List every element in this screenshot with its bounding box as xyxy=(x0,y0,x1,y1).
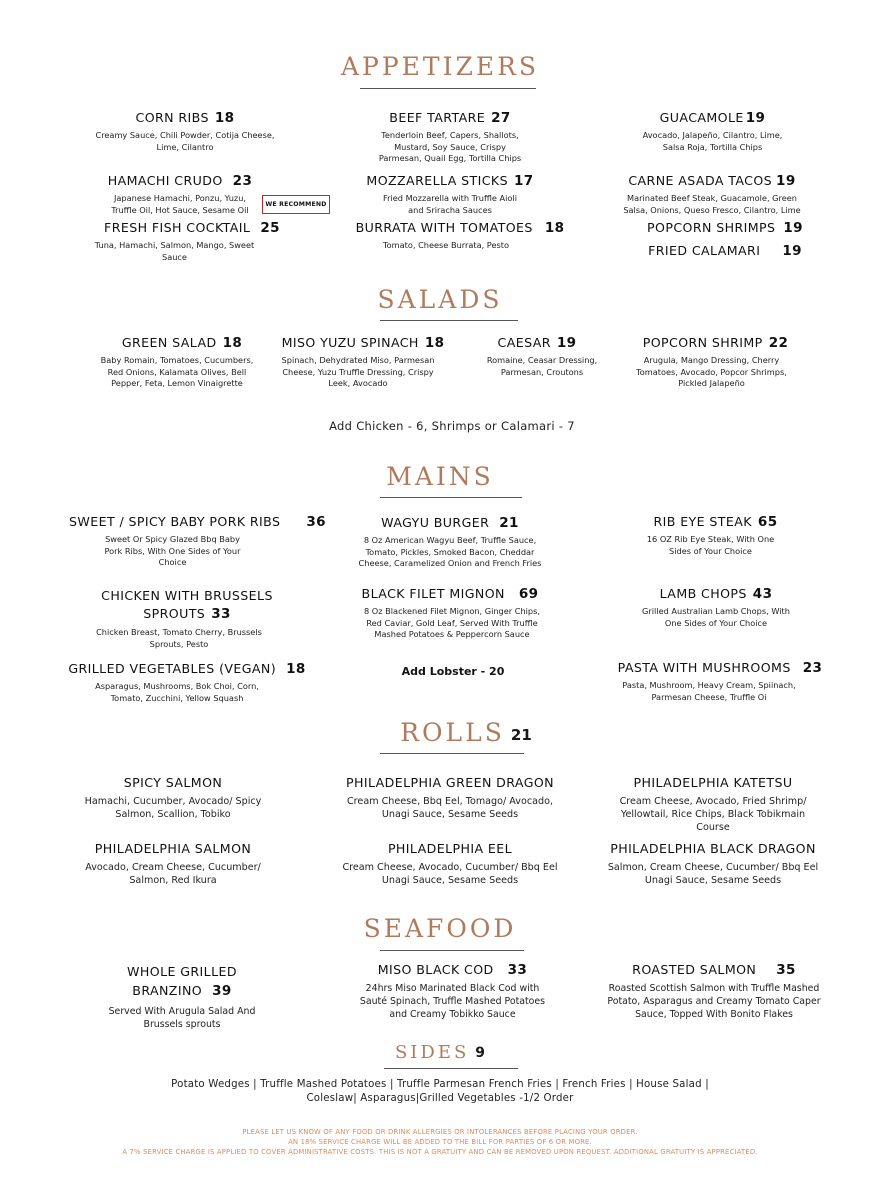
item-name: MOZZARELLA STICKS xyxy=(366,173,508,188)
item-price: 23 xyxy=(232,173,253,189)
menu-item xyxy=(462,335,612,378)
menu-item xyxy=(628,514,803,557)
menu-item xyxy=(345,220,575,252)
item-name: PHILADELPHIA KATETSU xyxy=(633,775,793,790)
menu-item xyxy=(600,775,826,834)
item-price: 22 xyxy=(768,335,789,351)
item-description: Cream Cheese, Avocado, Fried Shrimp/ Yellowtail, Rice Chips, Black Tobikmain Course xyxy=(619,796,807,833)
item-description: Avocado, Cream Cheese, Cucumber/ Salmon, Red Ikura xyxy=(85,862,261,886)
salad-addon-note: Add Chicken - 6, Shrimps or Calamari - 7 xyxy=(329,419,575,433)
item-description: Romaine, Ceasar Dressing, Parmesan, Croutons xyxy=(486,355,598,377)
item-name: BEEF TARTARE xyxy=(389,110,486,125)
item-price: 21 xyxy=(499,515,519,531)
item-price: 18 xyxy=(544,220,565,236)
item-price: 18 xyxy=(424,335,445,351)
item-name: CARNE ASADA TACOS xyxy=(628,173,773,188)
item-name: SPICY SALMON xyxy=(123,775,223,790)
item-description: Asparagus, Mushrooms, Bok Choi, Corn, Tomato, Zucchini, Yellow Squash xyxy=(95,681,259,703)
item-name: GREEN SALAD xyxy=(121,335,217,350)
menu-item xyxy=(625,243,825,259)
item-price: 19 xyxy=(776,173,796,189)
item-name: PASTA WITH MUSHROOMS xyxy=(617,660,791,675)
item-name: WAGYU BURGER xyxy=(381,515,490,530)
menu-item xyxy=(334,775,566,821)
item-description: Arugula, Mango Dressing, Cherry Tomatoes, Avocado, Popcor Shrimps, Pickled Jalapeño xyxy=(636,355,787,388)
item-name: PHILADELPHIA BLACK DRAGON xyxy=(610,841,816,856)
item-description: 24hrs Miso Marinated Black Cod with Sauté Spinach, Truffle Mashed Potatoes and Creamy Tobikko Sauce xyxy=(359,983,546,1020)
section-title-rolls xyxy=(26,718,880,747)
menu-item xyxy=(273,335,453,390)
section-title-label: SIDES xyxy=(394,1042,470,1063)
item-name: GRILLED VEGETABLES (VEGAN) xyxy=(68,661,277,676)
lobster-addon-note: Add Lobster - 20 xyxy=(401,665,505,678)
divider xyxy=(380,950,524,951)
item-price: 25 xyxy=(260,220,280,236)
item-price: 33 xyxy=(211,606,231,622)
menu-item xyxy=(610,660,830,703)
section-title-seafood: SEAFOOD xyxy=(363,914,517,943)
section-title-mains: MAINS xyxy=(386,462,494,491)
item-price: 23 xyxy=(802,660,823,676)
item-price: 43 xyxy=(752,586,773,602)
item-name: CHICKEN WITH BRUSSELS SPROUTS xyxy=(101,588,273,621)
item-name: HAMACHI CRUDO xyxy=(107,173,223,188)
item-price: 65 xyxy=(757,514,778,530)
item-name: FRIED CALAMARI xyxy=(648,243,761,258)
item-description: Spinach, Dehydrated Miso, Parmesan Cheese, Yuzu Truffle Dressing, Crispy Leek, Avocado xyxy=(281,355,435,388)
item-description: Grilled Australian Lamb Chops, With One Sides of Your Choice xyxy=(642,606,790,628)
item-name: RIB EYE STEAK xyxy=(653,514,752,529)
sides-list xyxy=(0,1078,880,1105)
divider xyxy=(380,753,524,754)
section-title-appetizers: APPETIZERS xyxy=(340,52,540,81)
item-description: Chicken Breast, Tomato Cherry, Brussels Sprouts, Pesto xyxy=(96,627,262,649)
admin-service-charge-notice: A 7% SERVICE CHARGE IS APPLIED TO COVER ADMINISTRATIVE COSTS. THIS IS NOT A GRATUITY AND CAN BE REMOVED UPON REQUEST. ADDITIONAL GRATUITY IS APPRECIATED. xyxy=(122,1148,758,1156)
menu-item xyxy=(625,220,825,236)
menu-item xyxy=(600,841,826,887)
item-name: CAESAR xyxy=(497,335,551,350)
item-name: WHOLE GRILLED BRANZINO xyxy=(127,964,237,998)
sides-list-line: Potato Wedges | Truffle Mashed Potatoes | Truffle Parmesan French Fries | French Fries | House Salad | xyxy=(171,1079,709,1090)
item-name: SWEET / SPICY BABY PORK RIBS xyxy=(69,514,281,529)
menu-item xyxy=(95,173,265,216)
divider xyxy=(380,320,518,321)
item-price: 27 xyxy=(491,110,511,126)
item-description: Tomato, Cheese Burrata, Pesto xyxy=(383,240,509,250)
item-description: 8 Oz Blackened Filet Mignon, Ginger Chips, Red Caviar, Gold Leaf, Served With Truffle Mashed Potatoes & Peppercorn Sauce xyxy=(364,606,540,639)
menu-item xyxy=(60,775,286,821)
party-service-charge-notice: AN 18% SERVICE CHARGE WILL BE ADDED TO THE BILL FOR PARTIES OF 6 OR MORE. xyxy=(288,1138,592,1146)
item-description: Cream Cheese, Bbq Eel, Tomago/ Avocado, Unagi Sauce, Sesame Seeds xyxy=(346,796,553,820)
item-description: Cream Cheese, Avocado, Cucumber/ Bbq Eel Unagi Sauce, Sesame Seeds xyxy=(342,862,558,886)
item-name: PHILADELPHIA GREEN DRAGON xyxy=(345,775,555,790)
item-price: 18 xyxy=(286,661,306,677)
menu-item xyxy=(598,962,830,1021)
item-name: POPCORN SHRIMPS xyxy=(647,220,776,235)
menu-item xyxy=(352,586,548,641)
sides-price: 9 xyxy=(475,1045,486,1061)
divider xyxy=(380,497,522,498)
item-description: Hamachi, Cucumber, Avocado/ Spicy Salmon, Scallion, Tobiko xyxy=(84,796,262,820)
item-price: 19 xyxy=(782,243,802,259)
item-description: Roasted Scottish Salmon with Truffle Mashed Potato, Asparagus and Creamy Tomato Caper Sauce, Topped With Bonito Flakes xyxy=(607,983,821,1020)
menu-item xyxy=(334,841,566,887)
item-price: 69 xyxy=(518,586,539,602)
item-name: MISO YUZU SPINACH xyxy=(281,335,419,350)
sides-list-line: Coleslaw| Asparagus|Grilled Vegetables -1/2 Order xyxy=(306,1092,574,1104)
divider xyxy=(384,1068,518,1069)
item-price: 33 xyxy=(507,962,528,978)
item-name: PHILADELPHIA SALMON xyxy=(94,841,252,856)
item-price: 19 xyxy=(556,335,577,351)
menu-item xyxy=(355,173,545,216)
item-price: 19 xyxy=(745,110,766,126)
section-title-label: ROLLS xyxy=(400,718,505,747)
item-name: BLACK FILET MIGNON xyxy=(361,586,505,601)
item-description: Avocado, Jalapeño, Cilantro, Lime, Salsa Roja, Tortilla Chips xyxy=(642,130,783,152)
item-price: 17 xyxy=(513,173,534,189)
item-name: ROASTED SALMON xyxy=(632,962,757,977)
item-name: PHILADELPHIA EEL xyxy=(387,841,513,856)
item-description: Tuna, Hamachi, Salmon, Mango, Sweet Sauce xyxy=(94,240,255,262)
menu-item xyxy=(350,515,550,570)
item-description: Sweet Or Spicy Glazed Bbq Baby Pork Ribs, With One Sides of Your Choice xyxy=(104,534,241,567)
item-name: CORN RIBS xyxy=(135,110,209,125)
item-description: Fried Mozzarella with Truffle Aioli and Sriracha Sauces xyxy=(383,193,517,215)
item-description: Creamy Sauce, Chili Powder, Cotija Cheese, Lime, Cilantro xyxy=(95,130,275,152)
we-recommend-badge: WE RECOMMEND xyxy=(262,195,330,214)
menu-item xyxy=(92,335,272,390)
divider xyxy=(360,88,536,89)
menu-item xyxy=(612,173,812,216)
menu-item xyxy=(355,962,550,1021)
item-price: 39 xyxy=(212,983,232,999)
item-price: 35 xyxy=(776,962,796,978)
menu-item xyxy=(92,962,272,1031)
item-name: LAMB CHOPS xyxy=(659,586,747,601)
menu-item xyxy=(60,841,286,887)
item-price: 18 xyxy=(214,110,235,126)
menu-item xyxy=(92,220,292,263)
item-description: Japanese Hamachi, Ponzu, Yuzu, Truffle Oil, Hot Sauce, Sesame Oil xyxy=(111,193,249,215)
menu-item xyxy=(626,586,806,629)
item-price: 18 xyxy=(222,335,243,351)
item-name: BURRATA WITH TOMATOES xyxy=(355,220,533,235)
item-description: Marinated Beef Steak, Guacamole, Green Salsa, Onions, Queso Fresco, Cilantro, Lime xyxy=(623,193,801,215)
item-description: 16 OZ Rib Eye Steak, With One Sides of Your Choice xyxy=(646,534,775,556)
section-title-salads: SALADS xyxy=(377,285,503,314)
menu-item xyxy=(620,110,805,153)
footer-notice xyxy=(0,1127,880,1157)
menu-item xyxy=(80,587,300,650)
item-description: 8 Oz American Wagyu Beef, Truffle Sauce, Tomato, Pickles, Smoked Bacon, Cheddar Cheese, Caramelized Onion and French Fries xyxy=(358,535,542,568)
section-title-sides xyxy=(0,1042,880,1063)
menu-item xyxy=(95,110,275,153)
rolls-price: 21 xyxy=(510,725,532,744)
item-name: MISO BLACK COD xyxy=(377,962,494,977)
item-price: 19 xyxy=(783,220,803,236)
item-name: POPCORN SHRIMP xyxy=(642,335,763,350)
allergy-notice: PLEASE LET US KNOW OF ANY FOOD OR DRINK ALLERGIES OR INTOLERANCES BEFORE PLACING YOUR ORDER. xyxy=(242,1128,638,1136)
menu-item xyxy=(628,335,803,390)
item-name: FRESH FISH COCKTAIL xyxy=(104,220,251,235)
menu-item xyxy=(60,514,335,569)
item-name: GUACAMOLE xyxy=(659,110,744,125)
item-description: Salmon, Cream Cheese, Cucumber/ Bbq Eel Unagi Sauce, Sesame Seeds xyxy=(607,862,819,886)
item-description: Served With Arugula Salad And Brussels sprouts xyxy=(108,1006,256,1030)
item-price: 36 xyxy=(306,514,326,530)
item-description: Pasta, Mushroom, Heavy Cream, Spiinach, Parmesan Cheese, Truffle Oi xyxy=(622,680,796,702)
item-description: Baby Romain, Tomatoes, Cucumbers, Red Onions, Kalamata Olives, Bell Pepper, Feta, Lemon Vinaigrette xyxy=(100,355,254,388)
item-description: Tenderloin Beef, Capers, Shallots, Mustard, Soy Sauce, Crispy Parmesan, Quail Egg, Tortilla Chips xyxy=(378,130,522,163)
menu-item xyxy=(355,110,545,165)
